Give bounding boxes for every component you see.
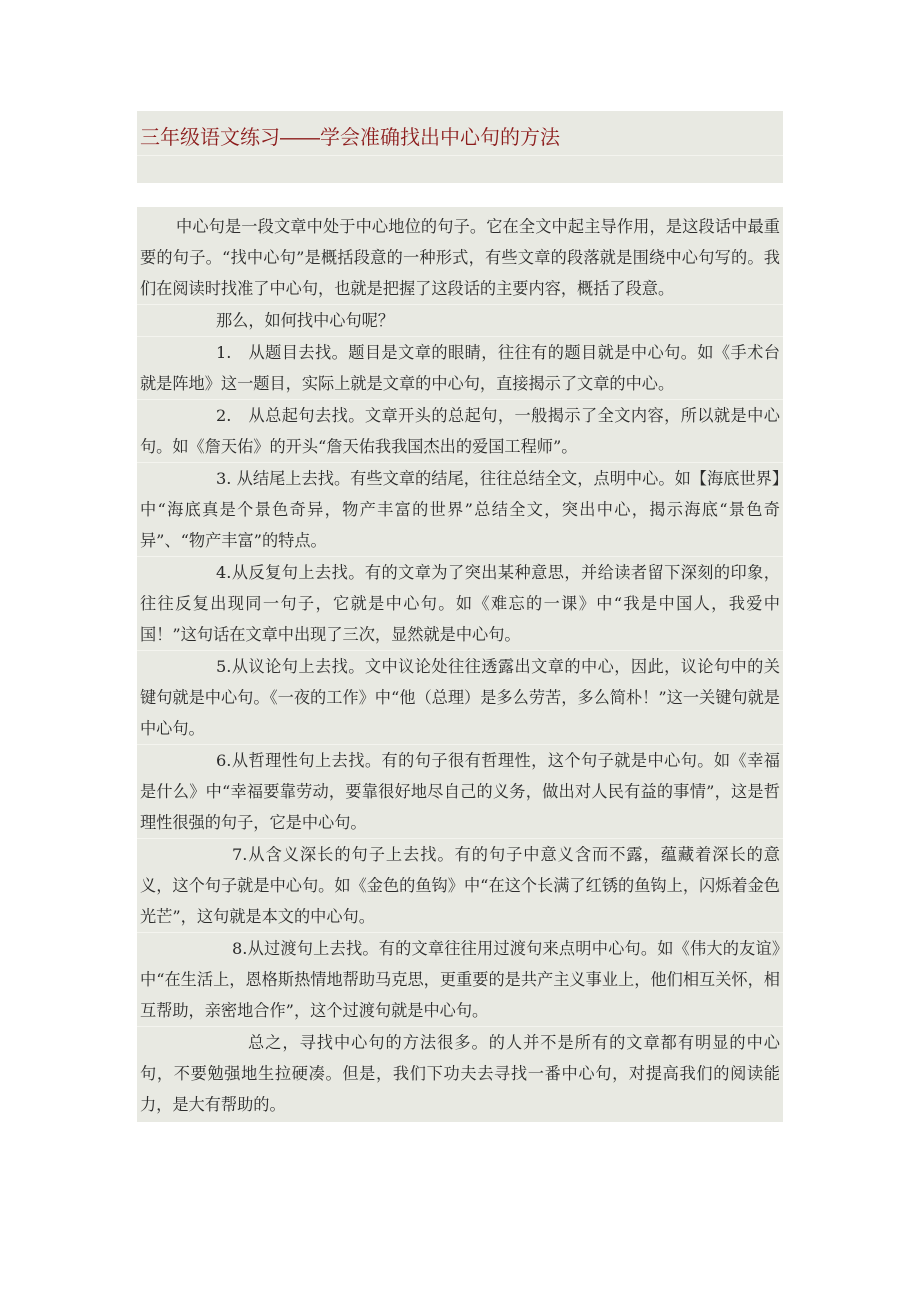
paragraph-method-3: 3. 从结尾上去找。有些文章的结尾，往往总结全文，点明中心。如【海底世界】中“海底真是个景色奇异，物产丰富的世界”总结全文，突出中心，揭示海底“景色奇异”、“物产丰富”的特点。 xyxy=(137,463,783,557)
paragraph-conclusion: 总之，寻找中心句的方法很多。的人并不是所有的文章都有明显的中心句，不要勉强地生拉硬凑。但是，我们下功夫去寻找一番中心句，对提高我们的阅读能力，是大有帮助的。 xyxy=(140,1033,780,1114)
paragraph-method-7: 7.从含义深长的句子上去找。有的句子中意义含而不露，蕴藏着深长的意义，这个句子就是中心句。如《金色的鱼钩》中“在这个长满了红锈的鱼钩上，闪烁着金色光芒”，这句就是本文的中心句。 xyxy=(137,839,783,933)
paragraph-method-2: 2. 从总起句去找。文章开头的总起句，一般揭示了全文内容，所以就是中心句。如《詹天佑》的开头“詹天佑我我国杰出的爱国工程师”。 xyxy=(137,400,783,463)
paragraph-method-4: 4.从反复句上去找。有的文章为了突出某种意思，并给读者留下深刻的印象，往往反复出现同一句子，它就是中心句。如《难忘的一课》中“我是中国人，我爱中国！”这句话在文章中出现了三次，显然就是中心句。 xyxy=(137,557,783,651)
paragraph-method-8: 8.从过渡句上去找。有的文章往往用过渡句来点明中心句。如《伟大的友谊》中“在生活上，恩格斯热情地帮助马克思，更重要的是共产主义事业上，他们相互关怀，相互帮助，亲密地合作”，这个过渡句就是中心句。 xyxy=(137,933,783,1027)
paragraph-question: 那么，如何找中心句呢？ xyxy=(137,305,783,337)
title-divider xyxy=(137,155,783,156)
paragraph-method-5: 5.从议论句上去找。文中议论处往往透露出文章的中心，因此，议论句中的关键句就是中心句。《一夜的工作》中“他（总理）是多么劳苦，多么简朴！”这一关键句就是中心句。 xyxy=(137,651,783,745)
paragraph-intro: 中心句是一段文章中处于中心地位的句子。它在全文中起主导作用，是这段话中最重要的句子。“找中心句”是概括段意的一种形式，有些文章的段落就是围绕中心句写的。我们在阅读时找准了中心句，也就是把握了这段话的主要内容，概括了段意。 xyxy=(137,211,783,305)
title-banner xyxy=(137,111,783,183)
page-title: 三年级语文练习——学会准确找出中心句的方法 xyxy=(140,127,560,149)
paragraph-method-1: 1. 从题目去找。题目是文章的眼睛，往往有的题目就是中心句。如《手术台就是阵地》这一题目，实际上就是文章的中心句，直接揭示了文章的中心。 xyxy=(137,337,783,400)
paragraph-method-6: 6.从哲理性句上去找。有的句子很有哲理性，这个句子就是中心句。如《幸福是什么》中“幸福要靠劳动，要靠很好地尽自己的义务，做出对人民有益的事情”，这是哲理性很强的句子，它是中心句。 xyxy=(137,745,783,839)
article-body xyxy=(137,207,783,1122)
